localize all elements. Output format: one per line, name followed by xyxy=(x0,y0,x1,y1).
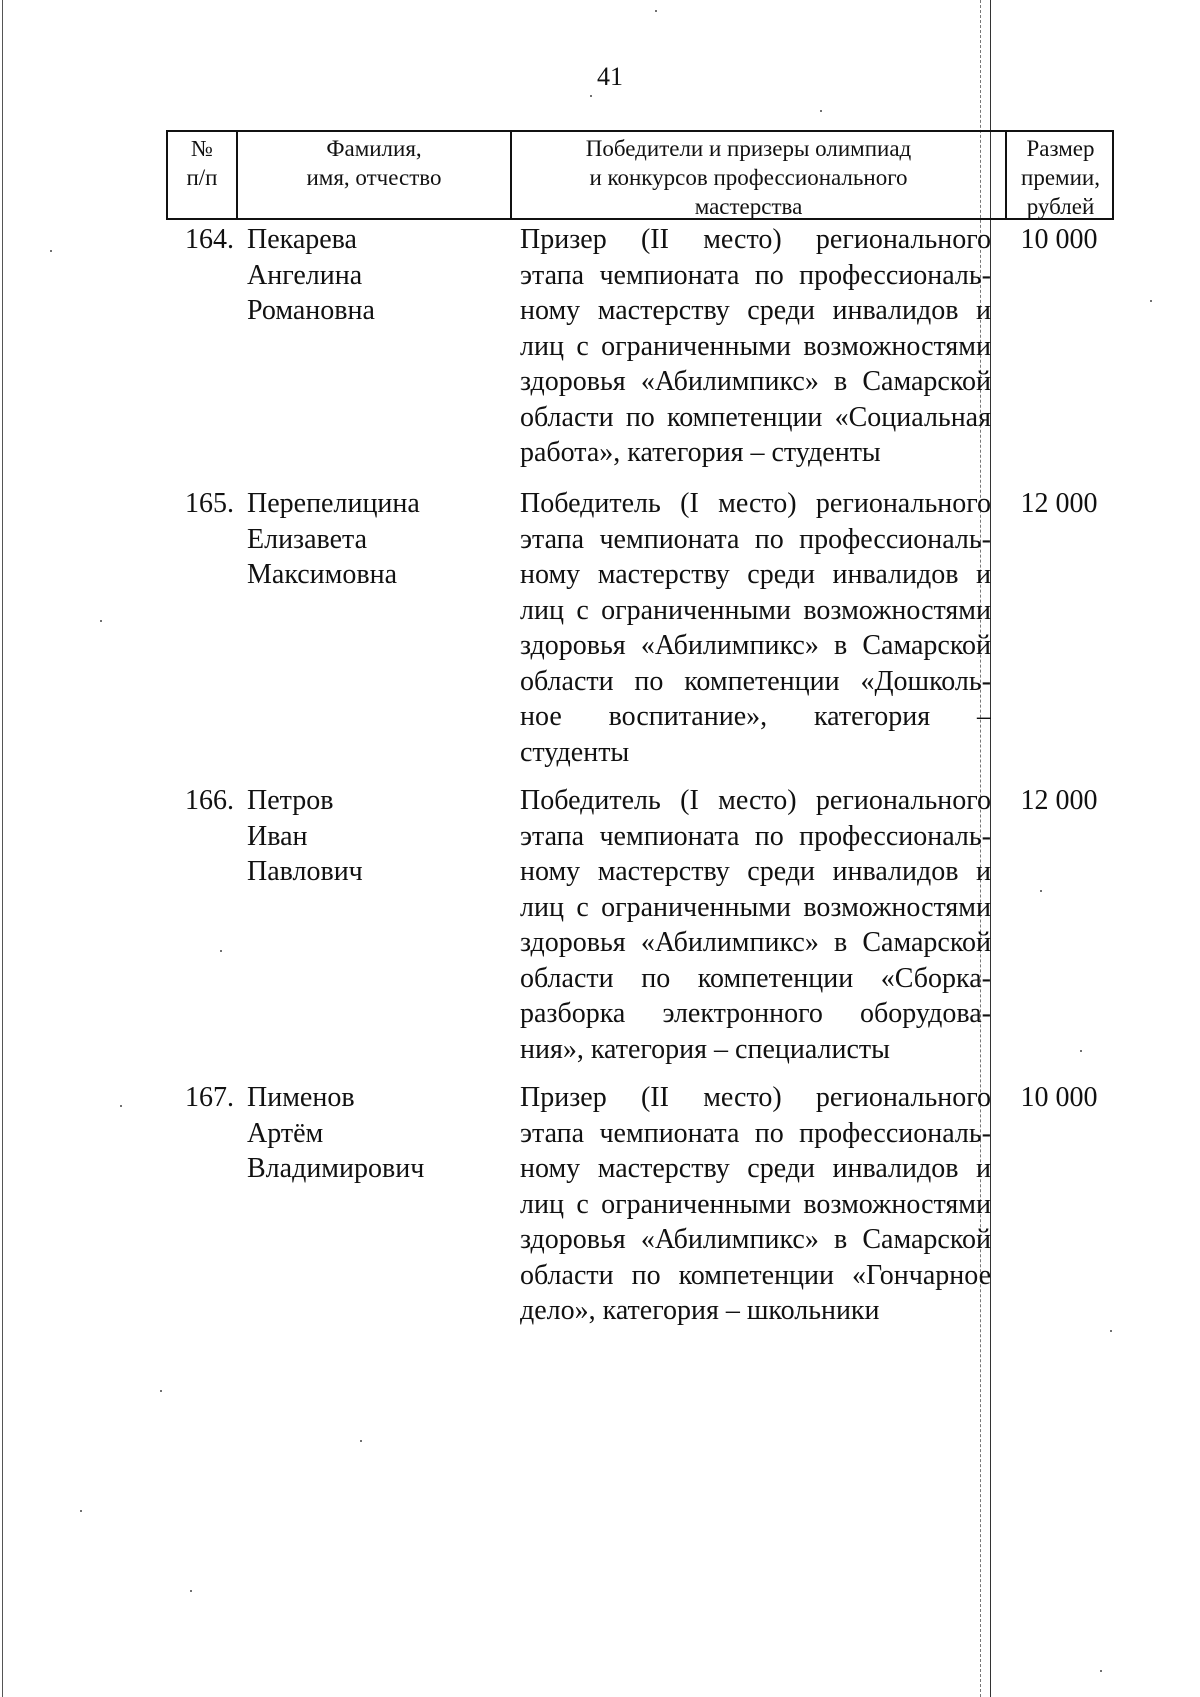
header-description xyxy=(512,132,985,218)
description-line: студенты xyxy=(520,736,630,768)
page-number: 41 xyxy=(597,62,623,91)
description-line: области по компетенции «Сборка- xyxy=(520,962,991,994)
description-line: Призер (II место) регионального xyxy=(520,224,991,255)
description-line: лиц с ограниченными возможностями xyxy=(520,594,991,626)
description-line: ному мастерству среди инвалидов и xyxy=(520,856,991,887)
first-name: Елизавета xyxy=(247,523,368,555)
header-description-line: и конкурсов профессионального xyxy=(589,165,908,190)
row-number: 167. xyxy=(185,1082,234,1113)
description-line: области по компетенции «Социальная xyxy=(520,401,991,433)
header-number-line: п/п xyxy=(186,165,218,190)
scan-speck xyxy=(120,1105,122,1107)
row-description xyxy=(520,783,991,1067)
description-line: Призер (II место) регионального xyxy=(520,1082,991,1113)
description-line: этапа чемпионата по профессиональ- xyxy=(520,820,991,852)
scan-speck xyxy=(1080,1050,1082,1052)
row-name xyxy=(247,783,507,890)
description-line: Победитель (I место) регионального xyxy=(520,488,991,519)
description-line: здоровья «Абилимпикс» в Самарской xyxy=(520,630,991,661)
description-line: ное воспитание», категория – xyxy=(520,701,991,732)
patronymic: Романовна xyxy=(247,295,375,326)
description-line: здоровья «Абилимпикс» в Самарской xyxy=(520,927,991,958)
row-description xyxy=(520,1080,991,1329)
description-line: ному мастерству среди инвалидов и xyxy=(520,559,991,590)
row-prize: 10 000 xyxy=(1020,224,1098,255)
row-prize: 10 000 xyxy=(1020,1082,1098,1113)
description-line: разборка электронного оборудова- xyxy=(520,998,991,1029)
description-line: Победитель (I место) регионального xyxy=(520,785,991,816)
header-number-line: № xyxy=(191,136,213,161)
header-prize xyxy=(1005,132,1114,218)
scan-speck xyxy=(820,110,822,112)
scan-speck xyxy=(50,250,52,252)
header-name-line: Фамилия, xyxy=(326,136,422,161)
surname: Перепелицина xyxy=(247,488,420,519)
description-line: работа», категория – студенты xyxy=(520,437,881,468)
scan-speck xyxy=(80,1510,82,1512)
description-line: лиц с ограниченными возможностями xyxy=(520,330,991,362)
row-number: 165. xyxy=(185,488,234,519)
surname: Пименов xyxy=(247,1082,355,1113)
scan-speck xyxy=(160,1390,162,1392)
table-header xyxy=(166,130,1114,220)
row-number: 164. xyxy=(185,224,234,255)
first-name: Ангелина xyxy=(247,259,363,291)
description-line: этапа чемпионата по профессиональ- xyxy=(520,523,991,555)
row-prize: 12 000 xyxy=(1020,488,1098,519)
first-name: Иван xyxy=(247,820,308,852)
scan-speck xyxy=(100,620,102,622)
surname: Петров xyxy=(247,785,334,816)
surname: Пекарева xyxy=(247,224,357,255)
description-line: области по компетенции «Гончарное xyxy=(520,1259,991,1291)
description-line: здоровья «Абилимпикс» в Самарской xyxy=(520,366,991,397)
row-name xyxy=(247,222,507,329)
header-number xyxy=(168,132,238,218)
row-description xyxy=(520,222,991,471)
header-name-line: имя, отчество xyxy=(306,165,442,190)
row-name xyxy=(247,486,507,593)
header-description-line: мастерства xyxy=(694,194,803,219)
description-line: лиц с ограниченными возможностями xyxy=(520,891,991,923)
scan-speck xyxy=(655,10,657,12)
header-description-line: Победители и призеры олимпиад xyxy=(585,136,912,161)
row-description xyxy=(520,486,991,770)
header-prize-line: рублей xyxy=(1026,194,1095,219)
description-line: этапа чемпионата по профессиональ- xyxy=(520,1117,991,1149)
patronymic: Максимовна xyxy=(247,559,397,590)
description-line: области по компетенции «Дошколь- xyxy=(520,665,991,697)
row-name xyxy=(247,1080,507,1187)
scan-speck xyxy=(1040,890,1042,892)
scan-speck xyxy=(1110,1330,1112,1332)
first-name: Артём xyxy=(247,1117,324,1149)
description-line: дело», категория – школьники xyxy=(520,1295,880,1326)
scan-speck xyxy=(220,950,222,952)
patronymic: Павлович xyxy=(247,856,363,887)
page-edge-line xyxy=(2,0,3,1697)
row-number: 166. xyxy=(185,785,234,816)
row-prize: 12 000 xyxy=(1020,785,1098,816)
header-name xyxy=(238,132,512,218)
description-line: здоровья «Абилимпикс» в Самарской xyxy=(520,1224,991,1255)
description-line: ному мастерству среди инвалидов и xyxy=(520,295,991,326)
header-prize-line: премии, xyxy=(1021,165,1100,190)
scan-speck xyxy=(190,1590,192,1592)
description-line: ному мастерству среди инвалидов и xyxy=(520,1153,991,1184)
patronymic: Владимирович xyxy=(247,1153,425,1184)
description-line: этапа чемпионата по профессиональ- xyxy=(520,259,991,291)
scan-speck xyxy=(1150,300,1152,302)
description-line: ния», категория – специалисты xyxy=(520,1033,890,1065)
scan-speck xyxy=(590,95,592,97)
scan-speck xyxy=(360,1440,362,1442)
description-line: лиц с ограниченными возможностями xyxy=(520,1188,991,1220)
scan-speck xyxy=(1100,1670,1102,1672)
header-prize-line: Размер xyxy=(1026,136,1095,161)
